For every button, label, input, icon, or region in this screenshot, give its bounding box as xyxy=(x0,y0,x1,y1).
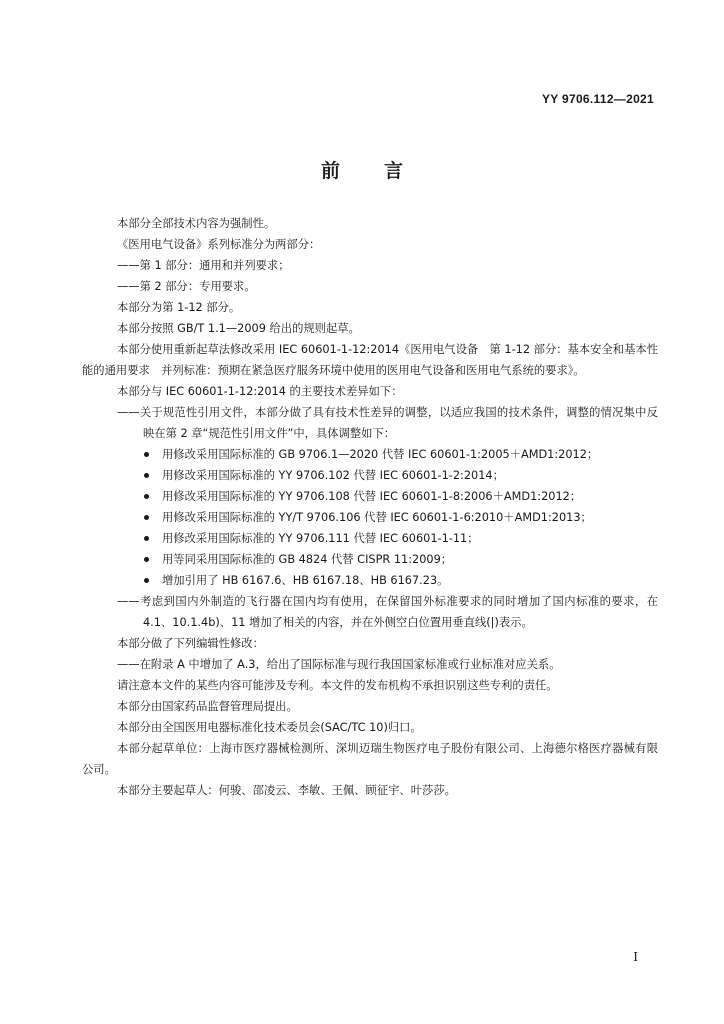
paragraph: 本部分与 IEC 60601-1-12:2014 的主要技术差异如下： xyxy=(117,385,403,398)
foreword-body xyxy=(82,213,658,801)
dash-item: ——关于规范性引用文件，本部分做了具有技术性差异的调整，以适应我国的技术条件，调整的情况集中反映在第 2 章“规范性引用文件”中，具体调整如下： xyxy=(117,406,658,440)
bullet-dot-icon xyxy=(144,473,149,478)
bullet-item xyxy=(82,465,658,486)
bullet-text: 用修改采用国际标准的 GB 9706.1—2020 代替 IEC 60601-1:2005＋AMD1:2012； xyxy=(162,448,599,461)
bullet-dot-icon xyxy=(144,494,149,499)
paragraph: 本部分主要起草人：何骏、邵凌云、李敏、王佩、顾征宇、叶莎莎。 xyxy=(117,784,456,797)
paragraph: 本部分使用重新起草法修改采用 IEC 60601-1-12:2014《医用电气设备 第 1-12 部分：基本安全和基本性能的通用要求 并列标准：预期在紧急医疗服务环境中使用的医用电气设备和医用电气系统的要求》。 xyxy=(82,343,658,377)
title-char-2: 言 xyxy=(384,160,404,182)
bullet-dot-icon xyxy=(144,578,149,583)
title-char-1: 前 xyxy=(320,160,340,182)
paragraph: 本部分由国家药品监督管理局提出。 xyxy=(117,700,298,713)
paragraph: 本部分全部技术内容为强制性。 xyxy=(117,217,276,230)
dash-item: ——考虑到国内外制造的飞行器在国内均有使用，在保留国外标准要求的同时增加了国内标准的要求，在 4.1、10.1.4b)、11 增加了相关的内容，并在外侧空白位置用垂直线(|)表示。 xyxy=(117,595,658,629)
page-number: I xyxy=(633,950,638,964)
dash-item: ——第 2 部分：专用要求。 xyxy=(117,280,256,293)
paragraph: 本部分起草单位：上海市医疗器械检测所、深圳迈瑞生物医疗电子股份有限公司、上海德尔格医疗器械有限公司。 xyxy=(82,742,658,776)
dash-item: ——在附录 A 中增加了 A.3，给出了国际标准与现行我国国家标准或行业标准对应关系。 xyxy=(117,658,561,671)
standard-code: YY 9706.112—2021 xyxy=(541,92,654,106)
bullet-item xyxy=(82,549,658,570)
bullet-dot-icon xyxy=(144,536,149,541)
paragraph: 请注意本文件的某些内容可能涉及专利。本文件的发布机构不承担识别这些专利的责任。 xyxy=(117,679,558,692)
paragraph: 《医用电气设备》系列标准分为两部分： xyxy=(117,238,321,251)
paragraph: 本部分按照 GB/T 1.1—2009 给出的规则起草。 xyxy=(117,322,360,335)
bullet-text: 用修改采用国际标准的 YY 9706.102 代替 IEC 60601-1-2:2014； xyxy=(162,469,504,482)
bullet-item xyxy=(82,507,658,528)
bullet-dot-icon xyxy=(144,515,149,520)
paragraph: 本部分由全国医用电器标准化技术委员会(SAC/TC 10)归口。 xyxy=(117,721,422,734)
paragraph: 本部分为第 1-12 部分。 xyxy=(117,301,241,314)
bullet-text: 用等同采用国际标准的 GB 4824 代替 CISPR 11:2009； xyxy=(162,553,453,566)
bullet-item xyxy=(82,486,658,507)
dash-item: ——第 1 部分：通用和并列要求； xyxy=(117,259,290,272)
bullet-text: 用修改采用国际标准的 YY 9706.111 代替 IEC 60601-1-11； xyxy=(162,532,479,545)
paragraph: 本部分做了下列编辑性修改： xyxy=(117,637,264,650)
bullet-text: 增加引用了 HB 6167.6、HB 6167.18、HB 6167.23。 xyxy=(162,574,449,587)
bullet-item xyxy=(82,570,658,591)
bullet-text: 用修改采用国际标准的 YY 9706.108 代替 IEC 60601-1-8:2006＋AMD1:2012； xyxy=(162,490,582,503)
bullet-dot-icon xyxy=(144,452,149,457)
bullet-text: 用修改采用国际标准的 YY/T 9706.106 代替 IEC 60601-1-6:2010＋AMD1:2013； xyxy=(162,511,592,524)
bullet-item xyxy=(82,528,658,549)
bullet-item xyxy=(82,444,658,465)
bullet-dot-icon xyxy=(144,557,149,562)
page-title xyxy=(0,156,724,183)
